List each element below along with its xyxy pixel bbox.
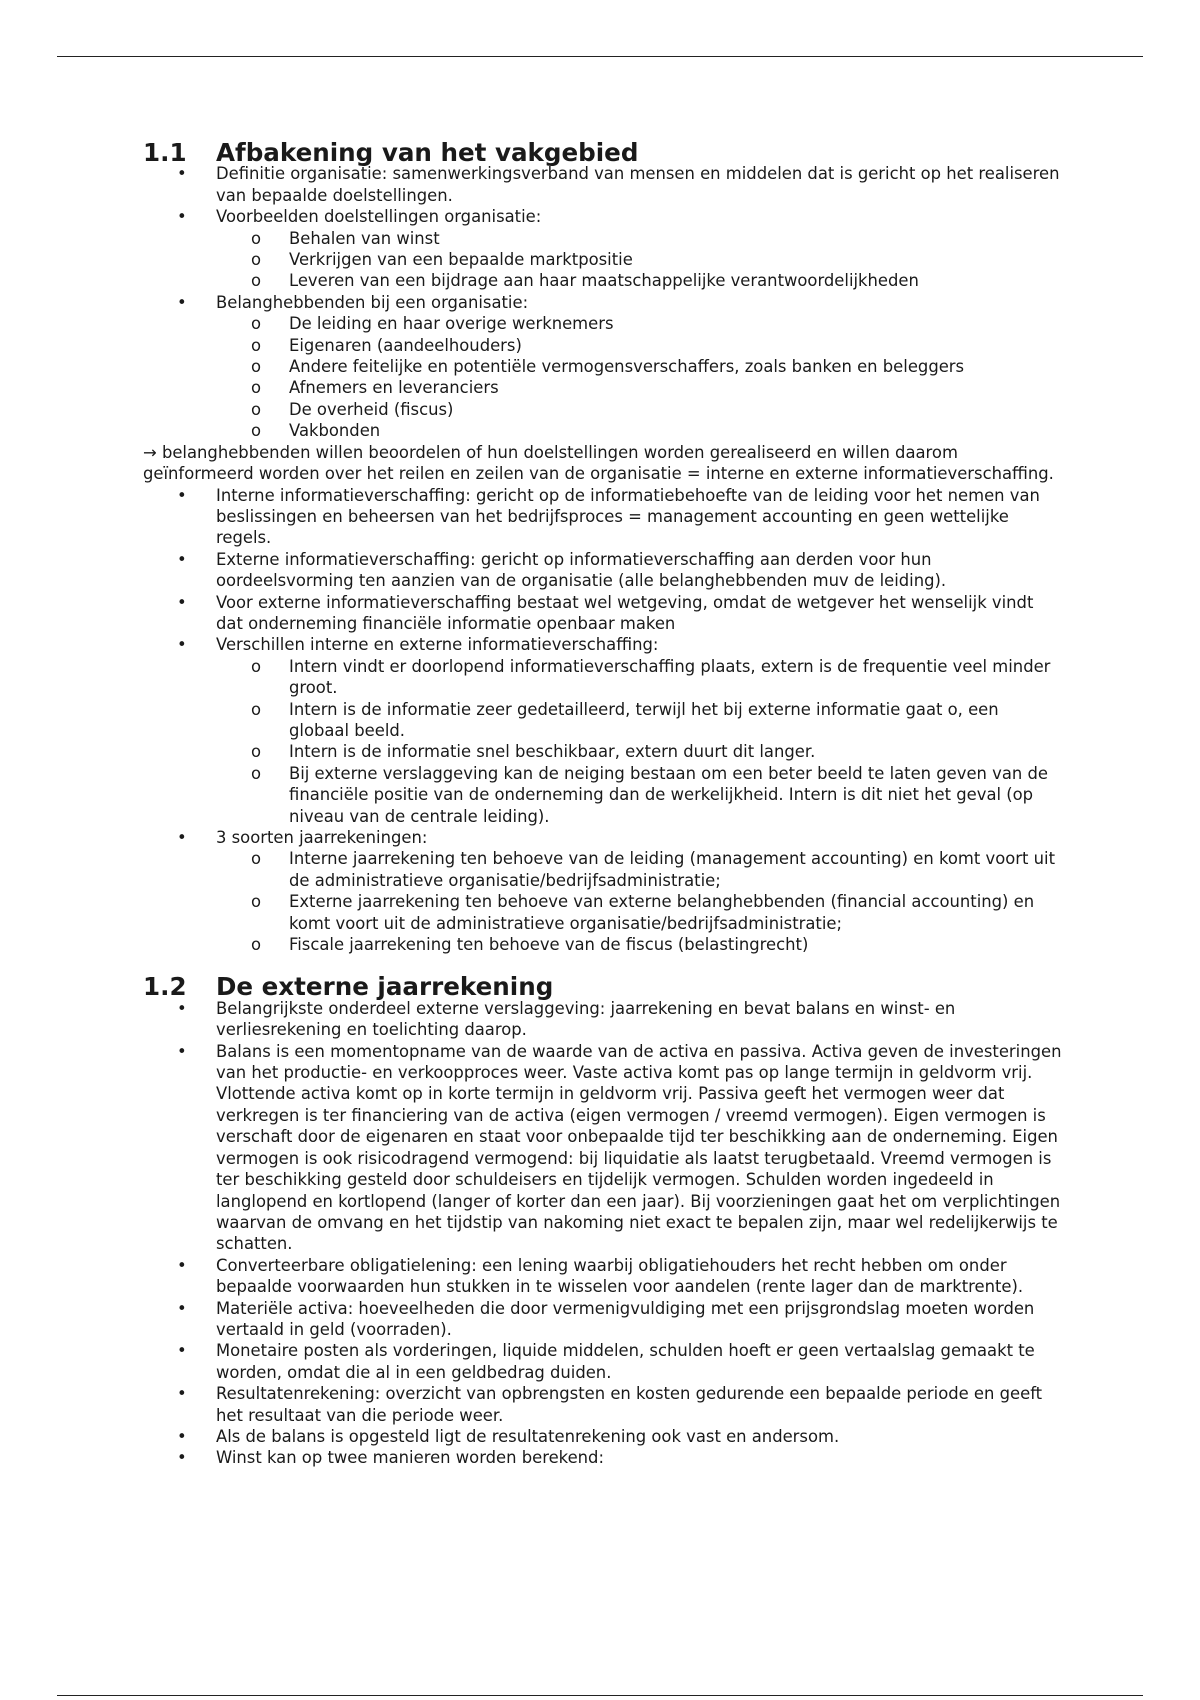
list-item-text: Materiële activa: hoeveelheden die door vermenigvuldiging met een prijsgrondslag moeten worden vertaald in geld (voorraden).	[216, 1298, 1035, 1339]
list-item-text: Belanghebbenden bij een organisatie:	[216, 292, 529, 312]
sub-bullet-marker: o	[251, 763, 262, 783]
bullet-marker: •	[177, 1341, 187, 1361]
bullet-marker: •	[177, 828, 187, 847]
list-item-text: 3 soorten jaarrekeningen:	[216, 828, 428, 847]
sub-bullet-item	[143, 848, 1063, 891]
list-item-text: Intern is de informatie zeer gedetailleerd, terwijl het bij externe informatie gaat o, een globaal beeld.	[289, 699, 999, 740]
sub-bullet-marker: o	[251, 378, 262, 398]
sub-bullet-item	[143, 399, 1063, 420]
list-item-text: Resultatenrekening: overzicht van opbrengsten en kosten gedurende een bepaalde periode en geeft het resultaat van die periode weer.	[216, 1384, 1043, 1425]
sub-bullet-marker: o	[251, 357, 262, 377]
bullet-item	[143, 592, 1063, 635]
sub-bullet-item	[143, 891, 1063, 934]
list-item-text: De leiding en haar overige werknemers	[289, 314, 614, 334]
sub-bullet-marker: o	[251, 399, 262, 419]
bullet-item	[143, 998, 1063, 1041]
bullet-item	[143, 1255, 1063, 1298]
sub-bullet-marker: o	[251, 250, 262, 270]
sub-bullet-item	[143, 356, 1063, 377]
sub-bullet-marker: o	[251, 849, 262, 869]
list-item-text: Voorbeelden doelstellingen organisatie:	[216, 207, 542, 227]
sub-bullet-marker: o	[251, 271, 262, 291]
sub-bullet-item	[143, 741, 1063, 762]
bullet-item	[143, 485, 1063, 549]
list-item-text: Bij externe verslaggeving kan de neiging bestaan om een beter beeld te laten geven van de financiële positie van de onderneming dan de werkelijkheid. Intern is dit niet het geval (op niveau van de centrale leiding).	[289, 763, 1048, 826]
bullet-marker: •	[177, 1448, 187, 1468]
list-item-text: Voor externe informatieverschaffing bestaat wel wetgeving, omdat de wetgever het wenselijk vindt dat onderneming financiële informatie openbaar maken	[216, 592, 1034, 633]
list-item-text: Balans is een momentopname van de waarde van de activa en passiva. Activa geven de investeringen van het productie- en verkoopproces weer. Vaste activa komt pas op lange termijn in geldvorm vrij. Vlottende activa komt op in korte termijn in geldvorm vrij. Passiva geeft het vermogen weer dat verkregen is ter financiering van de activa (eigen vermogen / vreemd vermogen). Eigen vermogen is verschaft door de eigenaren en staat voor onbepaalde tijd ter beschikking aan de onderneming. Eigen vermogen is ook risicodragend vermogend: bij liquidatie als laatst terugbetaald. Vreemd vermogen is ter beschikking gesteld door schuldeisers en tijdelijk vermogen. Schulden worden ingedeeld in langlopend en kortlopend (langer of korter dan een jaar). Bij voorzieningen gaat het om verplichtingen waarvan de omvang en het tijdstip van nakoming niet exact te bepalen zijn, maar wel redelijkerwijs te schatten.	[216, 1041, 1062, 1254]
sub-bullet-item	[143, 313, 1063, 334]
list-item-text: Leveren van een bijdrage aan haar maatschappelijke verantwoordelijkheden	[289, 271, 919, 291]
bullet-marker: •	[177, 207, 187, 227]
bullet-item	[143, 827, 1063, 848]
sub-bullet-marker: o	[251, 314, 262, 334]
list-item-text: Intern is de informatie snel beschikbaar, extern duurt dit langer.	[289, 742, 816, 762]
bullet-marker: •	[177, 1041, 187, 1061]
list-item-text: Fiscale jaarrekening ten behoeve van de fiscus (belastingrecht)	[289, 935, 809, 955]
section-blocks	[143, 998, 1063, 1469]
list-item-text: Definitie organisatie: samenwerkingsverband van mensen en middelen dat is gericht op het realiseren van bepaalde doelstellingen.	[216, 164, 1060, 205]
bullet-item	[143, 1426, 1063, 1447]
list-item-text: Eigenaren (aandeelhouders)	[289, 335, 522, 355]
bullet-marker: •	[177, 1255, 187, 1275]
bullet-item	[143, 206, 1063, 227]
bullet-item	[143, 292, 1063, 313]
sub-bullet-item	[143, 656, 1063, 699]
sub-bullet-item	[143, 228, 1063, 249]
section-number: 1.2	[143, 972, 187, 1002]
bullet-marker: •	[177, 1426, 187, 1446]
section-1-2	[143, 972, 1063, 1468]
bullet-marker: •	[177, 635, 187, 655]
bullet-item	[143, 163, 1063, 206]
bullet-item	[143, 1447, 1063, 1468]
list-item-text: Als de balans is opgesteld ligt de resultatenrekening ook vast en andersom.	[216, 1426, 840, 1446]
list-item-text: Winst kan op twee manieren worden berekend:	[216, 1448, 604, 1468]
sub-bullet-marker: o	[251, 228, 262, 248]
list-item-text: Verkrijgen van een bepaalde marktpositie	[289, 250, 633, 270]
bullet-marker: •	[177, 998, 187, 1018]
sub-bullet-item	[143, 763, 1063, 827]
list-item-text: Interne jaarrekening ten behoeve van de leiding (management accounting) en komt voort uit de administratieve organisatie/bedrijfsadministratie;	[289, 849, 1056, 890]
list-item-text: Behalen van winst	[289, 228, 440, 248]
paragraph: → belanghebbenden willen beoordelen of hun doelstellingen worden gerealiseerd en willen daarom geïnformeerd worden over het reilen en zeilen van de organisatie = interne en externe informatieverschaffing.	[143, 442, 1054, 484]
section-heading	[143, 138, 1063, 167]
section-number: 1.1	[143, 138, 187, 167]
bullet-marker: •	[177, 164, 187, 184]
document-body	[143, 138, 1063, 1469]
sub-bullet-marker: o	[251, 935, 262, 955]
list-item-text: Verschillen interne en externe informatieverschaffing:	[216, 635, 659, 655]
sub-bullet-item	[143, 335, 1063, 356]
bullet-marker: •	[177, 485, 187, 505]
list-item-text: Vakbonden	[289, 421, 381, 441]
sub-bullet-item	[143, 270, 1063, 291]
sub-bullet-marker: o	[251, 656, 262, 676]
list-item-text: Monetaire posten als vorderingen, liquide middelen, schulden hoeft er geen vertaalslag gemaakt te worden, omdat die al in een geldbedrag duiden.	[216, 1341, 1035, 1382]
bullet-item	[143, 1041, 1063, 1255]
bullet-item	[143, 1298, 1063, 1341]
sub-bullet-item	[143, 699, 1063, 742]
list-item-text: Interne informatieverschaffing: gericht op de informatiebehoefte van de leiding voor het nemen van beslissingen en beheersen van het bedrijfsproces = management accounting en geen wettelijke regels.	[216, 485, 1040, 548]
sub-bullet-item	[143, 420, 1063, 441]
bullet-marker: •	[177, 1384, 187, 1404]
section-1-1	[143, 138, 1063, 955]
list-item-text: Belangrijkste onderdeel externe verslaggeving: jaarrekening en bevat balans en winst- en verliesrekening en toelichting daarop.	[216, 998, 956, 1040]
header-rule	[57, 56, 1143, 57]
sub-bullet-marker: o	[251, 742, 262, 762]
sub-bullet-marker: o	[251, 421, 262, 441]
section-title: De externe jaarrekening	[216, 972, 554, 1002]
list-item-text: Externe informatieverschaffing: gericht op informatieverschaffing aan derden voor hun oordeelsvorming ten aanzien van de organisatie (alle belanghebbenden muv de leiding).	[216, 549, 947, 591]
bullet-item	[143, 1383, 1063, 1426]
sub-bullet-item	[143, 377, 1063, 398]
section-title: Afbakening van het vakgebied	[216, 138, 639, 167]
sub-bullet-marker: o	[251, 892, 262, 912]
list-item-text: Externe jaarrekening ten behoeve van externe belanghebbenden (financial accounting) en komt voort uit de administratieve organisatie/bedrijfsadministratie;	[289, 892, 1035, 933]
footer-rule	[57, 1695, 1143, 1696]
sub-bullet-item	[143, 934, 1063, 955]
list-item-text: Intern vindt er doorlopend informatieverschaffing plaats, extern is de frequentie veel minder groot.	[289, 656, 1051, 698]
list-item-text: Afnemers en leveranciers	[289, 378, 499, 398]
sub-bullet-marker: o	[251, 699, 262, 719]
sub-bullet-marker: o	[251, 335, 262, 355]
list-item-text: Converteerbare obligatielening: een lening waarbij obligatiehouders het recht hebben om onder bepaalde voorwaarden hun stukken in te wisselen voor aandelen (rente lager dan de marktrente).	[216, 1255, 1024, 1297]
bullet-marker: •	[177, 592, 187, 612]
list-item-text: De overheid (fiscus)	[289, 399, 454, 419]
sub-bullet-item	[143, 249, 1063, 270]
bullet-item	[143, 1340, 1063, 1383]
section-heading	[143, 972, 1063, 1002]
bullet-marker: •	[177, 1298, 187, 1318]
bullet-marker: •	[177, 549, 187, 569]
list-item-text: Andere feitelijke en potentiële vermogensverschaffers, zoals banken en beleggers	[289, 357, 965, 377]
bullet-item	[143, 634, 1063, 655]
bullet-marker: •	[177, 292, 187, 312]
section-blocks	[143, 163, 1063, 955]
bullet-item	[143, 549, 1063, 592]
